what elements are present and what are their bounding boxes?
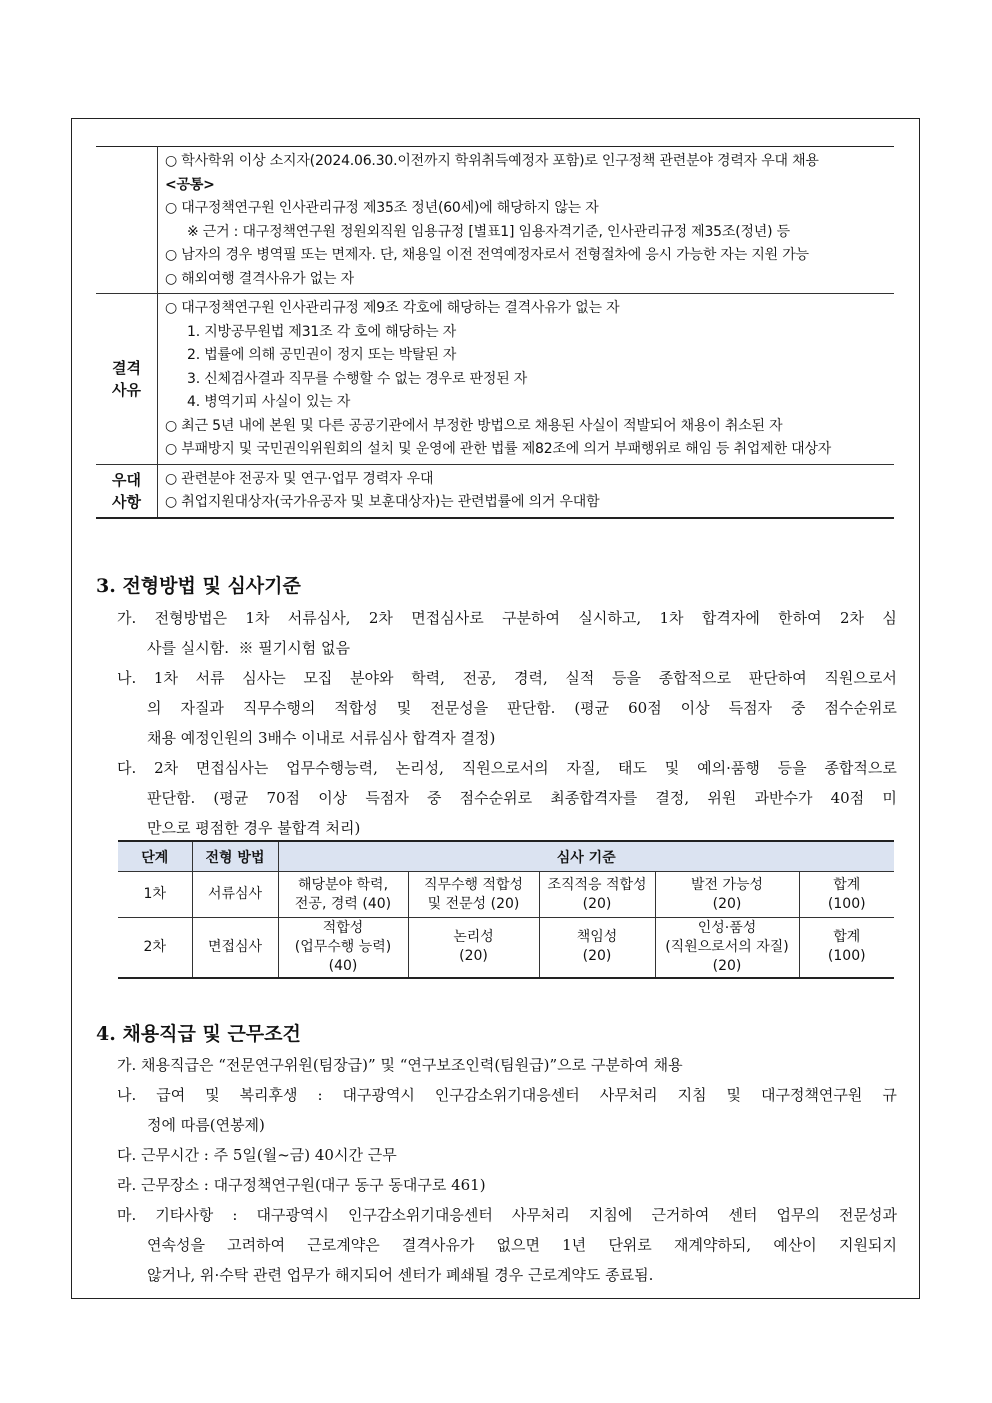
paragraph-line [117,1080,897,1110]
word: 중 [791,699,806,717]
criteria-cell: 합계 (100) [799,872,894,918]
paragraph-line: 다. 근무시간 : 주 5일(월~금) 40시간 근무 [117,1146,397,1164]
list-item: 1. 지방공무원법 제31조 각 호에 해당하는 자 [187,323,457,340]
word: 사무처리 [599,1086,658,1104]
word: 지침 [677,1086,707,1104]
paragraph-line: 정에 따름(연봉제) [147,1116,265,1134]
qualification-row-preference [96,464,894,518]
word: 논리성, [395,759,444,777]
word: 1차 [245,609,270,627]
list-item: ○ 부패방지 및 국민권익위원회의 설치 및 운영에 관한 법률 제82조에 의거 부패행위로 해임 등 취업제한 대상자 [165,441,832,457]
word: 판단함. [507,699,556,717]
list-item: ○ 해외여행 결격사유가 없는 자 [165,270,354,287]
paragraph-line [117,1200,897,1230]
row-label [96,147,158,294]
section-3-body [117,603,897,843]
criteria-cell: 조직적응 적합성 (20) [539,872,655,918]
paragraph-line [117,663,897,693]
word: 인구감소위기대응센터 [347,1206,493,1224]
list-item: ○ 남자의 경우 병역필 또는 면제자. 단, 채용일 이전 전역예정자로서 전형절차에 응시 가능한 자는 지원 가능 [165,247,809,263]
word: 다. [117,759,137,777]
criteria-cell: 적합성 (업무수행 능력) (40) [278,918,408,978]
word: 및 [726,1086,742,1104]
word: 전문성과 [839,1206,897,1224]
word: 의 [147,699,162,717]
word: 단위로 [608,1236,652,1254]
word: 재계약하되, [673,1236,752,1254]
word: 1년 [562,1236,587,1254]
qualification-row-common [96,147,894,294]
qualification-row-disqualification [96,294,894,465]
criteria-table [118,840,894,979]
word: 면접심사로 [411,609,484,627]
word: 1차 [659,609,684,627]
word: 점수순위로 [459,789,533,807]
criteria-cell: 발전 가능성 (20) [655,872,799,918]
paragraph-line: 사를 실시함. ※ 필기시험 없음 [147,639,350,657]
row-label-preference: 우대 사항 [96,464,158,518]
word: 한하여 [778,609,822,627]
list-item: ○ 대구정책연구원 인사관리규정 제9조 각호에 해당하는 결격사유가 없는 자 [165,300,620,316]
list-item: 4. 병역기피 사실이 있는 자 [187,394,351,410]
list-item: ○ 대구정책연구원 인사관리규정 제35조 정년(60세)에 해당하지 않는 자 [165,200,599,216]
list-item: <공통> [165,176,215,193]
criteria-cell: 책임성 (20) [539,918,655,978]
word: (평균 [213,789,249,807]
word: 대구광역시 [256,1206,329,1224]
word: 서류심사, [287,609,351,627]
word: 지원되지 [838,1236,897,1254]
word: 70점 [266,789,301,807]
word: 사무처리 [511,1206,570,1224]
word: 고려하여 [227,1236,286,1254]
word: 나. [117,669,137,687]
row-content [158,147,895,294]
row-label-disqualification: 결격 사유 [96,294,158,465]
paragraph-line [117,693,897,723]
section-4-body [117,1050,897,1290]
word: 미 [882,789,897,807]
word: 나. [117,1086,137,1104]
word: 근거하여 [651,1206,710,1224]
criteria-cell: 합계 (100) [799,918,894,978]
word: 판단하여 [748,669,807,687]
word: 실적 [565,669,595,687]
word: 대구광역시 [342,1086,415,1104]
word: 이상 [318,789,348,807]
word: 등을 [777,759,807,777]
method-cell: 서류심사 [192,872,278,918]
section-4-title: 4. 채용직급 및 근무조건 [96,1023,301,1045]
list-item: ※ 근거 : 대구정책연구원 정원외직원 임용규정 [별표1] 임용자격기준, 인사관리규정 제35조(정년) 등 [187,223,790,240]
stage-cell: 1차 [118,872,192,918]
word: 태도 [618,759,647,777]
word: 점수순위로 [824,699,897,717]
qualification-table [96,146,894,519]
word: 결격사유가 [401,1236,475,1254]
word: 위원 [707,789,737,807]
word: 종합적으로 [658,669,732,687]
criteria-cell: 논리성 (20) [408,918,539,978]
word: 자질과 [180,699,224,717]
paragraph-line [117,753,897,783]
word: 서류 [195,669,225,687]
word: 전형방법은 [154,609,228,627]
word: 예의·품행 [697,759,760,777]
criteria-cell: 직무수행 적합성 및 전문성 (20) [408,872,539,918]
word: 2차 [154,759,179,777]
word: 실시하고, [578,609,642,627]
word: 모집 [303,669,333,687]
word: 학력, [411,669,445,687]
word: 40점 [830,789,865,807]
word: : [317,1086,323,1104]
row-content [158,464,895,518]
word: 분야와 [350,669,394,687]
word: 득점자 [728,699,773,717]
list-item: ○ 취업지원대상자(국가유공자 및 보훈대상자)는 관련법률에 의거 우대함 [165,494,600,510]
method-cell: 면접심사 [192,918,278,978]
word: 직원으로서 [824,669,897,687]
column-header: 단계 [118,841,192,872]
criteria-cell: 인성·품성 (직원으로서의 자질) (20) [655,918,799,978]
word: 복리후생 [239,1086,298,1104]
word: 및 [664,759,680,777]
paragraph-line [117,783,897,813]
word: 없으면 [496,1236,540,1254]
word: 경력, [514,669,548,687]
word: 과반수가 [754,789,813,807]
word: 적합성 [334,699,378,717]
word: 최종합격자를 [550,789,638,807]
paragraph-line: 만으로 평점한 경우 불합격 처리) [147,819,361,837]
paragraph-line: 가. 채용직급은 “전문연구위원(팀장급)” 및 “연구보조인력(팀원급)”으로 구분하여 채용 [117,1056,683,1074]
word: 지침에 [588,1206,633,1224]
word: 근로계약은 [307,1236,380,1254]
word: 2차 [368,609,393,627]
word: 결정, [655,789,690,807]
word: 자질, [566,759,601,777]
word: 기타사항 [155,1206,214,1224]
word: 심사는 [242,669,286,687]
paragraph-line: 라. 근무장소 : 대구정책연구원(대구 동구 동대구로 461) [117,1176,486,1194]
word: 60점 [628,699,662,717]
word: 종합적으로 [824,759,897,777]
word: 예산이 [773,1236,817,1254]
word: : [232,1206,238,1224]
word: 구분하여 [502,609,561,627]
word: 및 [205,1086,220,1104]
word: 직무수행의 [242,699,316,717]
word: 판단함. [147,789,196,807]
paragraph-line: 않거나, 위·수탁 관련 업무가 해지되어 센터가 폐쇄될 경우 근로계약도 종료됨. [147,1266,654,1284]
paragraph-line [117,603,897,633]
word: 중 [427,789,442,807]
table-row [118,872,894,918]
word: (평균 [574,699,610,717]
list-item: ○ 최근 5년 내에 본원 및 다른 공공기관에서 부정한 방법으로 채용된 사실이 적발되어 채용이 취소된 자 [165,417,783,434]
stage-cell: 2차 [118,918,192,978]
word: 규 [882,1086,897,1104]
section-3-title: 3. 전형방법 및 심사기준 [96,575,301,597]
list-item: 2. 법률에 의해 공민권이 정지 또는 박탈된 자 [187,347,457,363]
word: 대구정책연구원 [760,1086,863,1104]
paragraph-line [117,1230,897,1260]
word: 인구감소위기대응센터 [434,1086,580,1104]
word: 마. [117,1206,137,1224]
criteria-cell: 해당분야 학력, 전공, 경력 (40) [278,872,408,918]
word: 전공, [462,669,497,687]
row-content [158,294,895,465]
word: 급여 [156,1086,186,1104]
word: 업무수행능력, [286,759,378,777]
table-header-row [118,841,894,872]
word: 등을 [612,669,642,687]
word: 득점자 [365,789,409,807]
word: 2차 [839,609,865,627]
word: 이상 [680,699,710,717]
paragraph-line: 채용 예정인원의 3배수 이내로 서류심사 합격자 결정) [147,729,496,747]
word: 1차 [153,669,178,687]
word: 합격자에 [701,609,760,627]
word: 및 [396,699,412,717]
word: 가. [117,609,137,627]
column-header: 전형 방법 [192,841,278,872]
column-header: 심사 기준 [278,841,894,872]
word: 면접심사는 [195,759,269,777]
table-row [118,918,894,978]
word: 직원으로서의 [461,759,549,777]
list-item: ○ 학사학위 이상 소지자(2024.06.30.이전까지 학위취득예정자 포함)로 인구정책 관련분야 경력자 우대 채용 [165,153,819,169]
word: 전문성을 [430,699,489,717]
word: 업무의 [776,1206,820,1224]
word: 심 [882,609,897,627]
list-item: 3. 신체검사결과 직무를 수행할 수 없는 경우로 판정된 자 [187,370,528,387]
word: 센터 [728,1206,758,1224]
word: 연속성을 [147,1236,205,1254]
list-item: ○ 관련분야 전공자 및 연구·업무 경력자 우대 [165,470,434,487]
